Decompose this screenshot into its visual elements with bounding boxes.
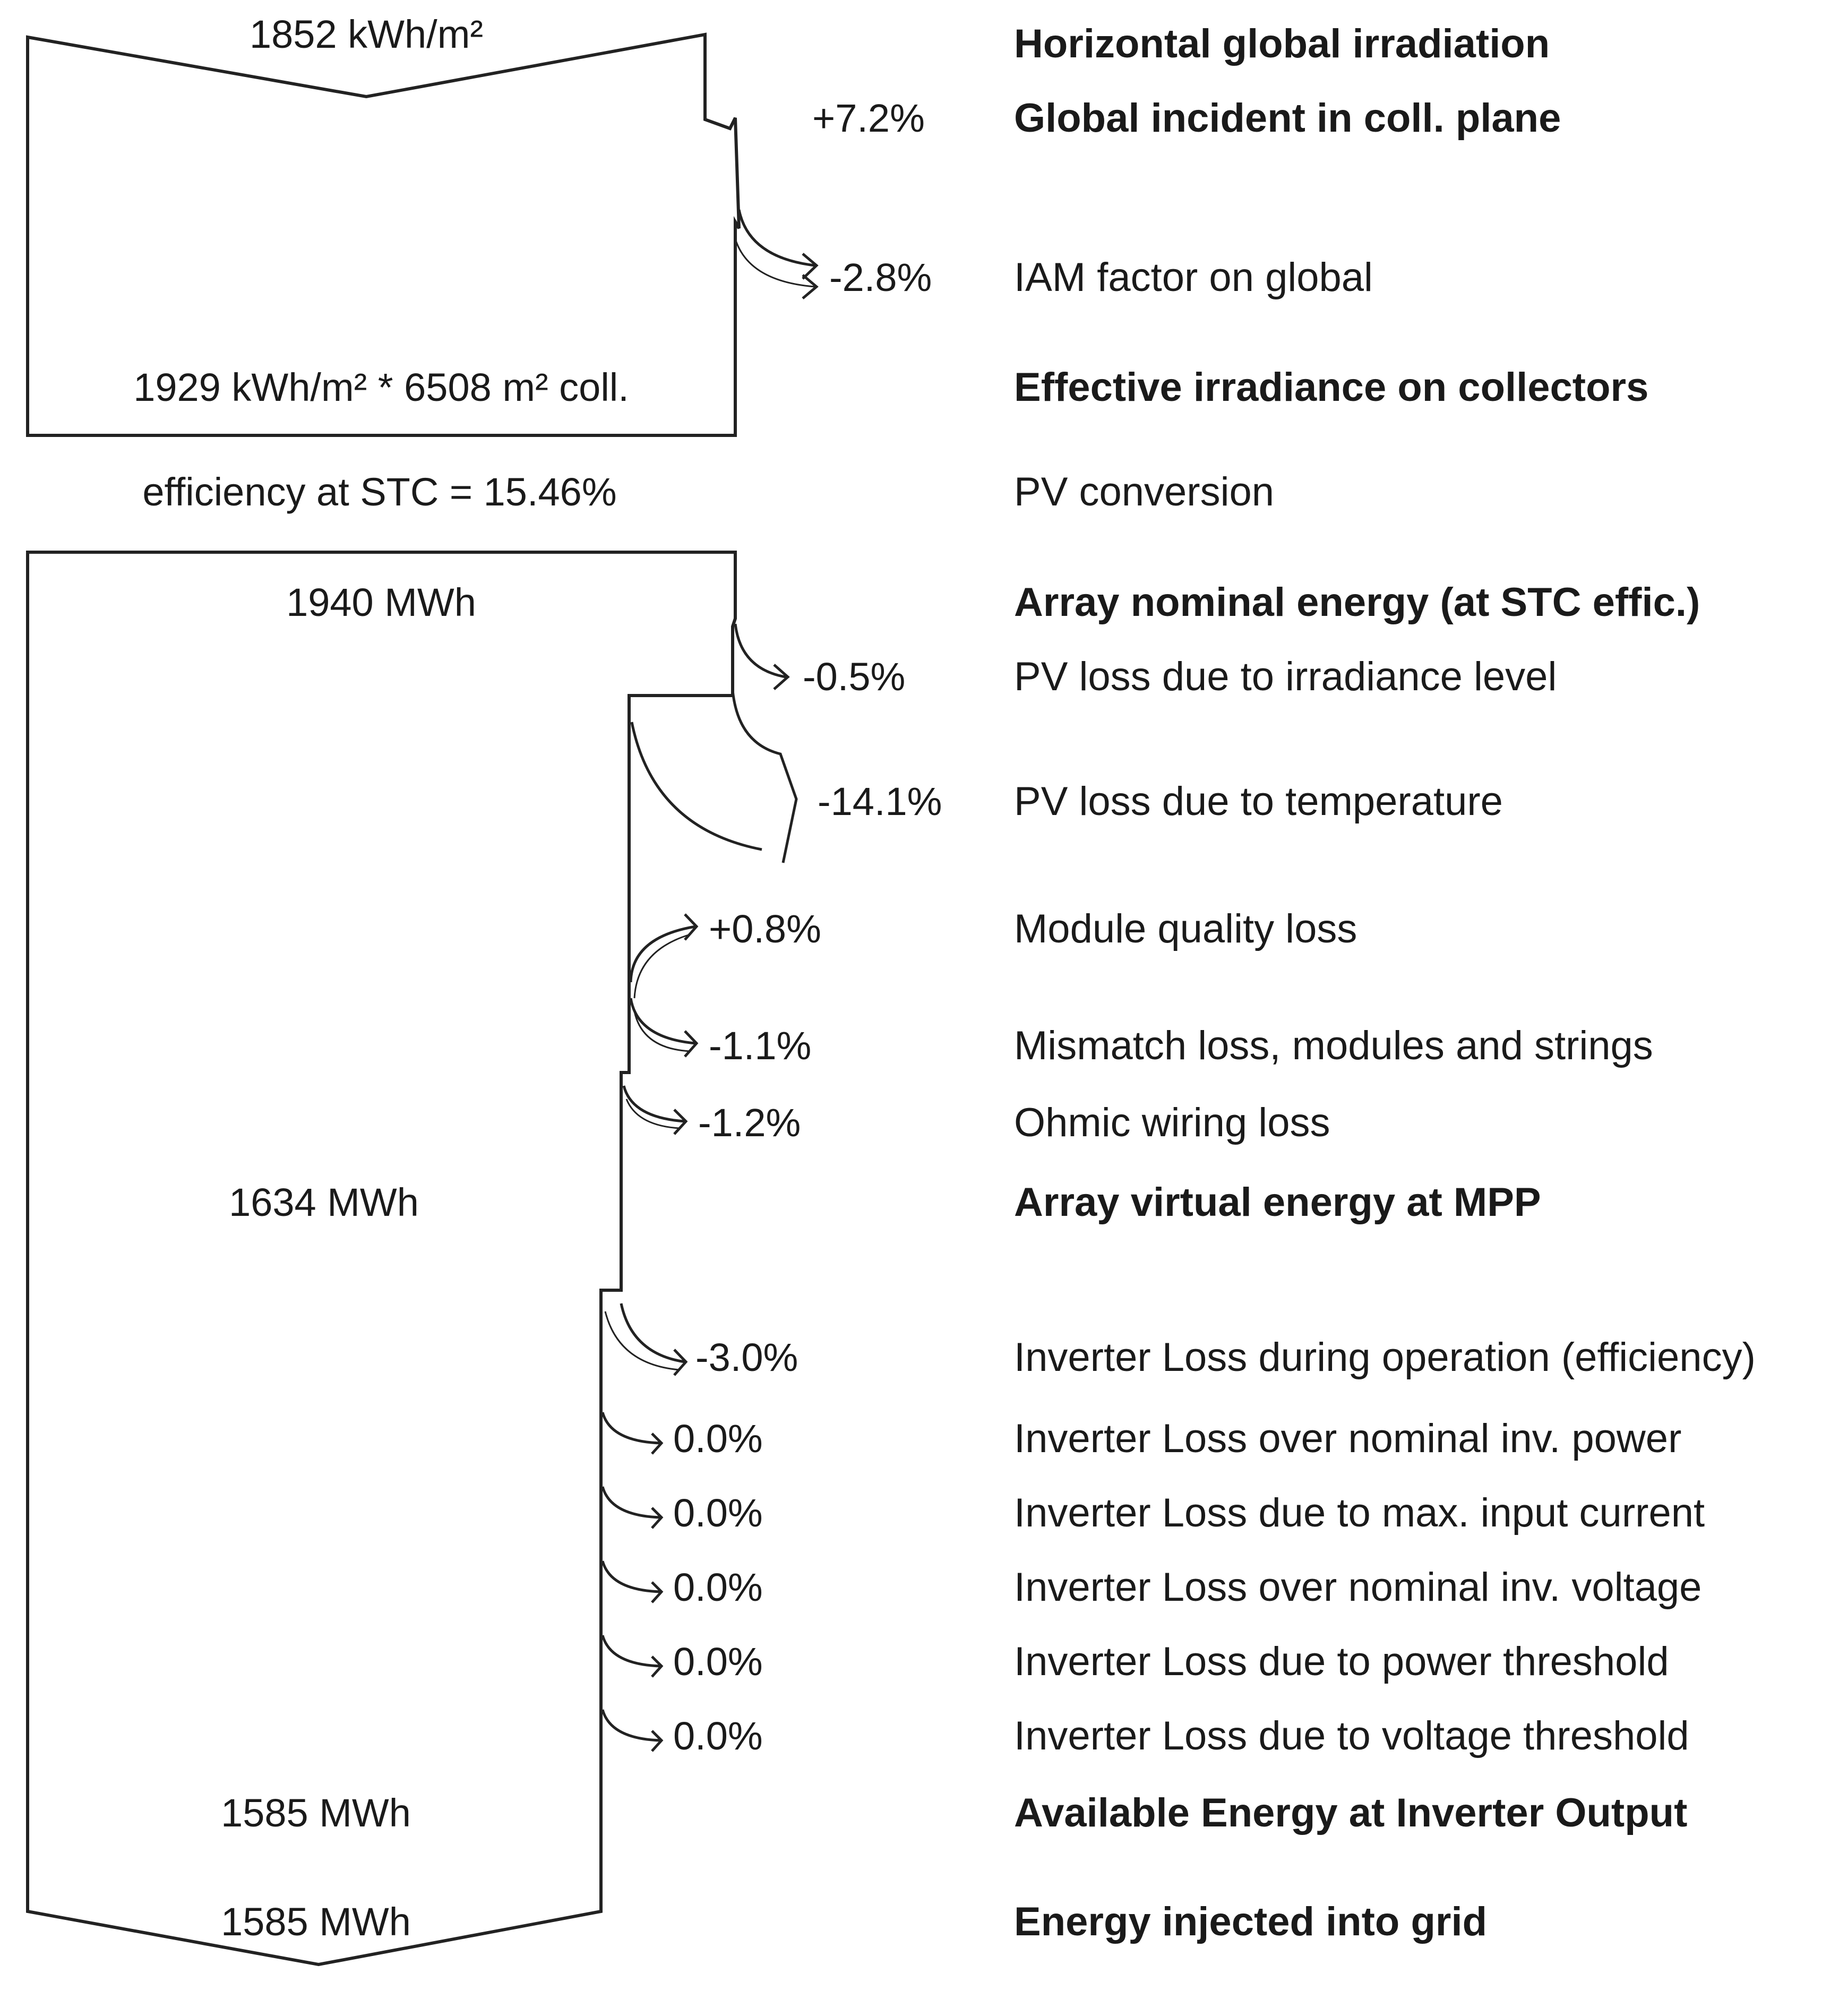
pct-inverter-power: 0.0% (673, 1417, 763, 1461)
inverter-threshold-power-arrow (603, 1635, 661, 1677)
pct-module-quality: +0.8% (709, 907, 821, 951)
label-iam: IAM factor on global (1014, 255, 1373, 300)
label-grid-energy: Energy injected into grid (1014, 1899, 1487, 1944)
temperature-loss-arrow (632, 690, 796, 863)
label-horizontal-irradiation: Horizontal global irradiation (1014, 21, 1550, 66)
inverter-threshold-voltage-arrow (603, 1710, 661, 1751)
inverter-power-arrow (603, 1412, 661, 1454)
pct-iam: -2.8% (829, 255, 932, 299)
label-array-nominal-energy: Array nominal energy (at STC effic.) (1014, 580, 1700, 625)
label-inverter-voltage: Inverter Loss over nominal inv. voltage (1014, 1565, 1702, 1610)
pct-inverter-voltage: 0.0% (673, 1565, 763, 1609)
label-mismatch: Mismatch loss, modules and strings (1014, 1023, 1653, 1068)
pct-global-incident: +7.2% (812, 96, 925, 140)
label-temperature: PV loss due to temperature (1014, 779, 1503, 824)
pct-ohmic: -1.2% (698, 1101, 801, 1145)
inverter-efficiency-arrow-inner (605, 1311, 680, 1370)
label-inverter-current: Inverter Loss due to max. input current (1014, 1490, 1705, 1535)
energy-block (28, 552, 735, 1964)
pct-mismatch: -1.1% (709, 1024, 812, 1068)
label-ohmic: Ohmic wiring loss (1014, 1100, 1330, 1145)
pct-inverter-current: 0.0% (673, 1491, 763, 1535)
irradiance-loss-arrow (735, 624, 788, 689)
label-inverter-efficiency: Inverter Loss during operation (efficiency) (1014, 1335, 1756, 1380)
efficiency-text: efficiency at STC = 15.46% (142, 470, 617, 514)
pct-temperature: -14.1% (818, 779, 942, 823)
label-inverter-threshold-power: Inverter Loss due to power threshold (1014, 1639, 1669, 1684)
iam-loss-arrow (739, 210, 815, 265)
module-quality-arrow-inner (634, 934, 690, 998)
label-irradiance-level: PV loss due to irradiance level (1014, 654, 1557, 699)
grid-energy-value: 1585 MWh (221, 1900, 411, 1944)
array-virtual-energy-value: 1634 MWh (229, 1180, 419, 1224)
label-pv-conversion: PV conversion (1014, 469, 1275, 514)
label-effective-irradiance: Effective irradiance on collectors (1014, 365, 1649, 410)
array-nominal-energy-value: 1940 MWh (286, 580, 476, 624)
pct-inverter-threshold-voltage: 0.0% (673, 1714, 763, 1758)
pct-irradiance-level: -0.5% (803, 655, 906, 699)
effective-irradiation-value: 1929 kWh/m² * 6508 m² coll. (133, 365, 629, 409)
label-global-incident: Global incident in coll. plane (1014, 96, 1561, 141)
label-inverter-threshold-voltage: Inverter Loss due to voltage threshold (1014, 1713, 1689, 1758)
label-available-energy: Available Energy at Inverter Output (1014, 1790, 1688, 1835)
pct-inverter-efficiency: -3.0% (695, 1335, 798, 1379)
iam-loss-arrow-head (803, 254, 817, 298)
horizontal-irradiation-value: 1852 kWh/m² (249, 12, 484, 56)
label-module-quality: Module quality loss (1014, 906, 1357, 951)
label-inverter-power: Inverter Loss over nominal inv. power (1014, 1416, 1682, 1461)
inverter-current-arrow (603, 1487, 661, 1528)
inverter-voltage-arrow (603, 1561, 661, 1602)
mismatch-loss-arrow-inner (634, 1011, 690, 1051)
pct-inverter-threshold-power: 0.0% (673, 1640, 763, 1684)
available-energy-value: 1585 MWh (221, 1791, 411, 1835)
label-array-virtual-energy: Array virtual energy at MPP (1014, 1180, 1541, 1225)
